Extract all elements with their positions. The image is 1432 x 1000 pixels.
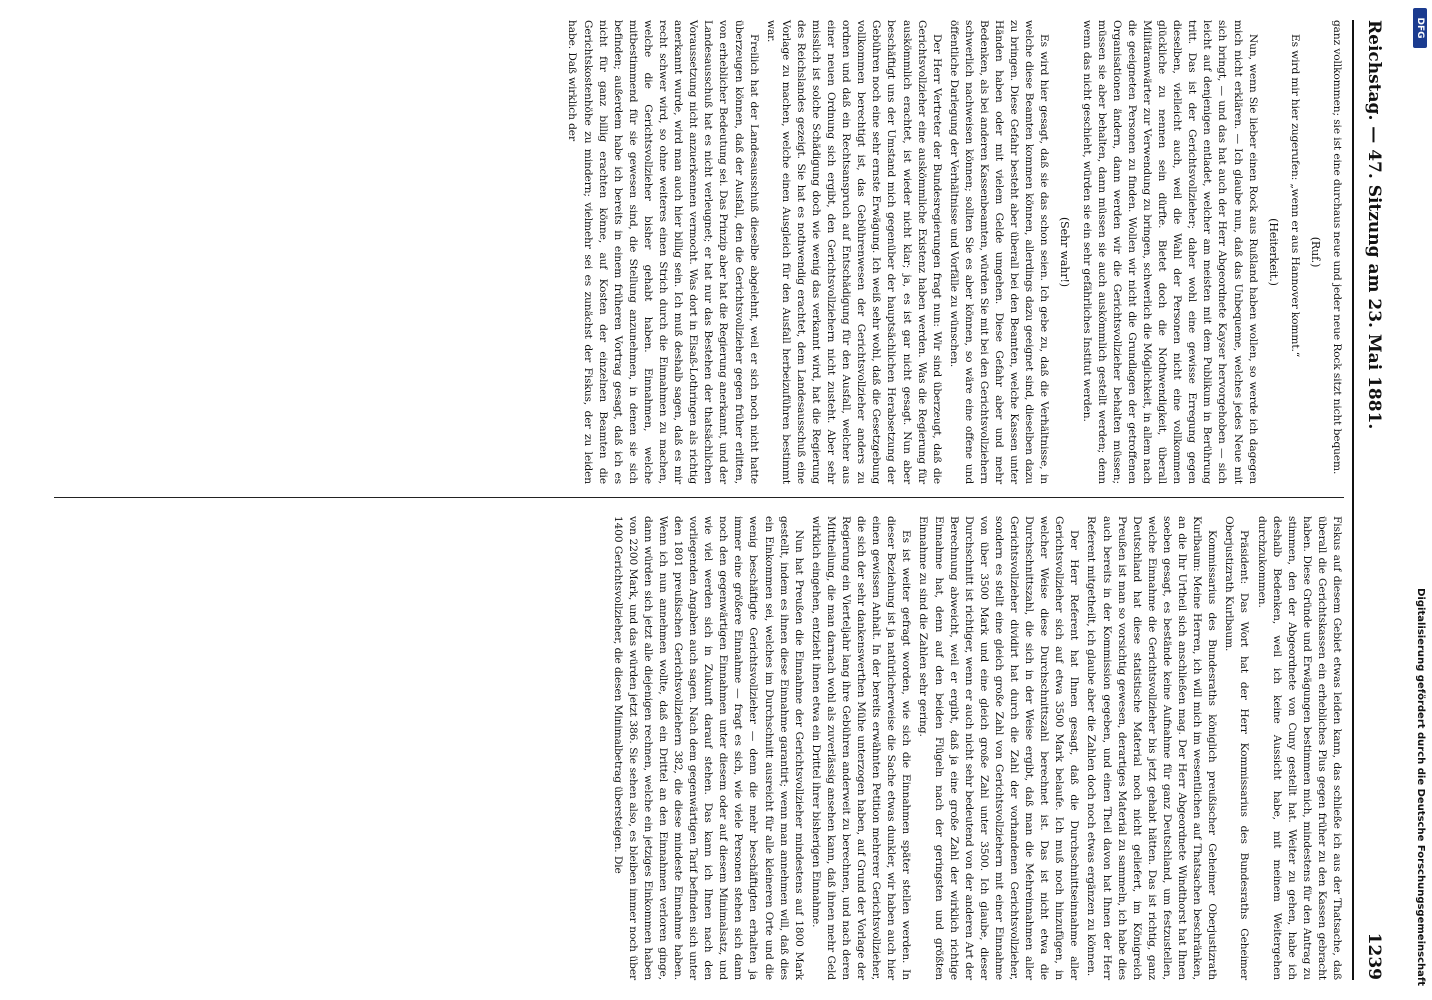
paragraph: Fiskus auf diesem Gebiet etwas leiden kann, das schließe ich aus der Thatsache, daß überall die Gerichtskassen ein erhebliches Plus gegen früher zu den Kassen gebracht haben. Diese Gründe und Erwägungen bestimmen mich, mindestens für den Antrag zu stimmen, den der Abgeordnete von Cuny gestellt hat. Weiter zu gehen, habe ich deshalb Bedenken, weil ich keine Aussicht habe, mit meinem Weitergehen durchzukommen. <box>1255 516 1343 980</box>
right-text-column <box>44 516 1344 980</box>
paragraph: Präsident: Das Wort hat der Herr Kommissarius des Bundesraths Geheimer Oberjustizrath Kurlbaum. <box>1223 516 1251 980</box>
paragraph: Es ist weiter gefragt worden, wie sich die Einnahmen später stellen werden. In dieser Beziehung ist ja natürlicherweise die Sache etwas dunkler, wir haben auch hier einen gewissen Anhalt. In der bereits erwähnten Petition mehrerer Gerichtsvollzieher, die sich der sehr dankenswerthen Mühe unterzogen haben, auf Grund der Vorlage der Regierung ein Vierteljahr lang ihre Gebühren anderweit zu berechnen, und nach deren Mittheilung, die man darnach wohl als zuverlässig ansehen kann, daß ihnen mehr Geld wirklich eingehen, entzieht ihnen etwa ein Drittel ihrer bisherigen Einnahme. <box>809 516 913 980</box>
paragraph: Der Herr Vertreter der Bundesregierungen fragt nun: Wir sind überzeugt, daß die Gerichtsvollzieher eine auskömmliche Existenz haben werden. Was die Regierung für auskömmlich erachtet, ist wieder nicht klar; ja, es ist gar nicht gesagt. Nun aber beschäftigt uns der Umstand mich gegenüber der hauptsächlichen Herabsetzung der Gebühren noch eine sehr ernste Erwägung. Ich weiß sehr wohl, daß die Gesetzgebung vollkommen berechtigt ist, das Gebührenwesen der Gerichtsvollzieher anders zu ordnen und daß ein Rechtsanspruch auf Entschädigung für den Ausfall, welcher aus einer neuen Ordnung sich ergibt, den Gerichtsvollziehern nicht zusteht. Aber sehr misslich ist solche Schädigung doch wie wenig das verkannt wird, hat die Regierung des Reichslandes gezeigt. Sie hat es nothwendig erachtet, dem Landesausschuß eine Vorlage zu machen, welche einen Ausgleich für den Ausfall herbeizuführen bestimmt war. <box>764 20 943 484</box>
page-number: 1239 <box>1364 932 1384 980</box>
column-divider <box>54 497 1344 498</box>
paragraph: Es wird mir hier zugerufen: „wenn er aus Hannover kommt.“ <box>1288 34 1301 358</box>
paragraph: Der Herr Referent hat Ihnen gesagt, daß die Durchschnittseinnahme aller Gerichtsvollzieher sich auf etwa 3500 Mark belaufe. Ich muß noch hinzufügen, in welcher Weise diese Durchschnittszahl berechnet ist. Das ist nicht etwa die Durchschnittszahl, die sich in der Weise ergibt, daß man die Mehreinnahmen aller Gerichtsvollzieher dividirt hat durch die Zahl der vorhandenen Gerichtsvollzieher, sondern es stellt eine gleich große Zahl von Gerichtsvollziehern mit einer Einnahme von über 3500 Mark und eine gleich große Zahl unter 3500. Ich glaube, dieser Durchschnitt ist richtiger, wenn er auch nicht sehr bedeutend von der anderen Art der Berechnung abweicht, weil er ergibt, daß ja eine große Zahl der wirklich richtige Einnahme hat, denn auf den beiden Flügeln nach der geringsten und größten Einnahme zu sind die Zahlen sehr gering. <box>917 516 1081 980</box>
dfg-logo-text: DFG <box>1415 17 1425 39</box>
paragraph: Nun hat Preußen die Einnahme der Gerichtsvollzieher mindestens auf 1800 Mark gestellt, indem es ihnen diese Einnahme garantirt; wenn man annehmen will, daß dies ein Einkommen sei, welches im Durchschnitt ausreicht für alle kleineren Orte und die wenig beschäftigte Gerichtsvollzieher — denn die mehr beschäftigten erhalten ja immer eine größere Einnahme — fragt es sich, wie viele Personen stehen sich dann noch den gegenwärtigen Einnahmen unter diesem oder auf diesem Minimalsatz, und wie viel werden sich in Zukunft darauf stehen. Das kann ich Ihnen nach den vorliegenden Angaben auch sagen. Nach dem gegenwärtigen Tarif befinden sich unter den 1801 preußischen Gerichtsvollziehern 382, die diese mindeste Einnahme haben. Wenn ich nun annehmen wollte, daß ein Drittel an den Einnahmen verloren ginge, dann würden sich jetzt alle diejenigen rechnen, welche ein jetziges Einkommen haben von 2200 Mark, und das würden jetzt 386. Sie sehen also, es bleiben immer noch über 1400 Gerichtsvollzieher, die diesen Minimalbetrag übersteigen. Die <box>611 516 805 980</box>
interjection: (Heiterkeit.) <box>1266 218 1280 286</box>
paragraph: Kommissarius des Bundesraths königlich preußischer Geheimer Oberjustizrath Kurlbaum: Meine Herren, ich will mich im wesentlichen auf Thatsachen beschränken, an die Ihr Urtheil sich anschließen mag. Der Herr Abgeordnete Windthorst hat Ihnen soeben gesagt, es bestände keine Aufnahme für ganz Deutschland, um festzustellen, welche Einnahme die Gerichtsvollzieher bis jetzt gehabt hätten. Das ist richtig, ganz Deutschland hat diese statistische Material noch nicht geliefert, im Königreich Preußen ist man so vorsichtig gewesen, derartiges Material zu sammeln, ich habe dies auch bereits in der Kommission gegeben, und einen Theil davon hat Ihnen der Herr Referent mitgetheilt, ich glaube aber die Zahlen doch noch etwas ergänzen zu können. <box>1085 516 1219 980</box>
paragraph: Freilich hat der Landesausschuß dieselbe abgelehnt, weil er sich noch nicht hatte überzeugen können, daß der Ausfall, den die Gerichtsvollzieher gegen früher erlitten, von erheblicher Bedeutung sei. Das Prinzip aber hat die Regierung anerkannt, und der Landesausschuß hat es nicht verleugnet; er hat nur das Bestehen der thatsächlichen Voraussetzung nicht anzuerkennen vermocht. Was dort in Elsaß-Lothringen als richtig anerkannt wurde, wird man auch hier billig sein. Ich muß deshalb sagen, daß es mir recht schwer wird, so ohne weiteres einen Strich durch die Einnahmen zu machen, welche die Gerichtsvollzieher bisher gehabt haben. Einnahmen, welche mitbestimmend für sie gewesen sind, die Stellung anzunehmen, in denen sie sich befinden; außerdem habe ich bereits in einem früheren Vortrag gesagt, daß ich es nicht für ganz billig erachten könne, auf Kosten der einzelnen Beamten die Gerichtskostenhöhe zu mindern; vielmehr sei es zunächst der Fiskus, der zu leiden habe. Daß wirklich der <box>566 20 760 484</box>
left-text-column <box>44 20 1344 484</box>
paragraph: Es wird hier gesagt, daß sie das schon seien. Ich gebe zu, daß die Verhältnisse, in welche diese Beamten kommen können, allerdings dazu geeignet sind, dieselben dazu zu bringen. Diese Gefahr besteht aber überall bei den Beamten, welche Kassen unter Händen haben oder mit vielem Gelde umgehen. Diese Gefahr aber und mehr Bedenken, als bei anderen Kassenbeamten, würden Sie mit bei den Gerichtsvollziehern schwerlich nachweisen können; sollten Sie es aber können, so wäre eine offene und öffentliche Darlegung der Verhältnisse und Vorfälle zu wünschen. <box>947 20 1051 484</box>
interjection: (Ruf.) <box>1308 236 1322 268</box>
paragraph: Nun, wenn Sie lieber einen Rock aus Rußland haben wollen, so werde ich dagegen mich nicht erklären. — Ich glaube nun, daß das Unbequeme, welches jedes Neue mit sich bringt, — und das hat auch der Herr Abgeordnete Kayser hervorgehoben — sich leicht auf denjenigen entladet, welcher am meisten mit dem Publikum in Berührung tritt. Das ist der Gerichtsvollzieher; daher wohl eine gewisse Erregung gegen dieselben, vielleicht auch, weil die Wahl der Personen nicht eine vollkommen glückliche zu nennen sein dürfte. Bietet doch die Nothwendigkeit, überall Militäranwärter zur Verwendung zu bringen, schwerlich die Möglichkeit, in allem nach die geeigneten Personen zu finden. Wollen wir nicht die Grundlagen der getroffenen Organisationen ändern, dann werden wir die Gerichtsvollzieher behalten müssen; müssen sie aber behalten, dann müssen sie auch auskömmlich gestellt werden; denn wenn das nicht geschieht, würden sie ein sehr gefährliches Institut werden. <box>1080 20 1259 484</box>
header-title: Reichstag. — 47. Sitzung am 23. Mai 1881. <box>1364 20 1384 430</box>
digitization-credit <box>1412 16 1426 986</box>
paragraph: ganz vollkommen; sie ist eine durchaus neue und jeder neue Rock sitzt nicht bequem. <box>1331 20 1343 475</box>
page-header <box>1352 20 1390 980</box>
dfg-logo <box>1413 8 1427 48</box>
credit-text: Digitalisierung gefördert durch die Deutsche Forschungsgemeinschaft <box>1415 588 1426 986</box>
interjection: (Sehr wahr!) <box>1058 216 1072 287</box>
